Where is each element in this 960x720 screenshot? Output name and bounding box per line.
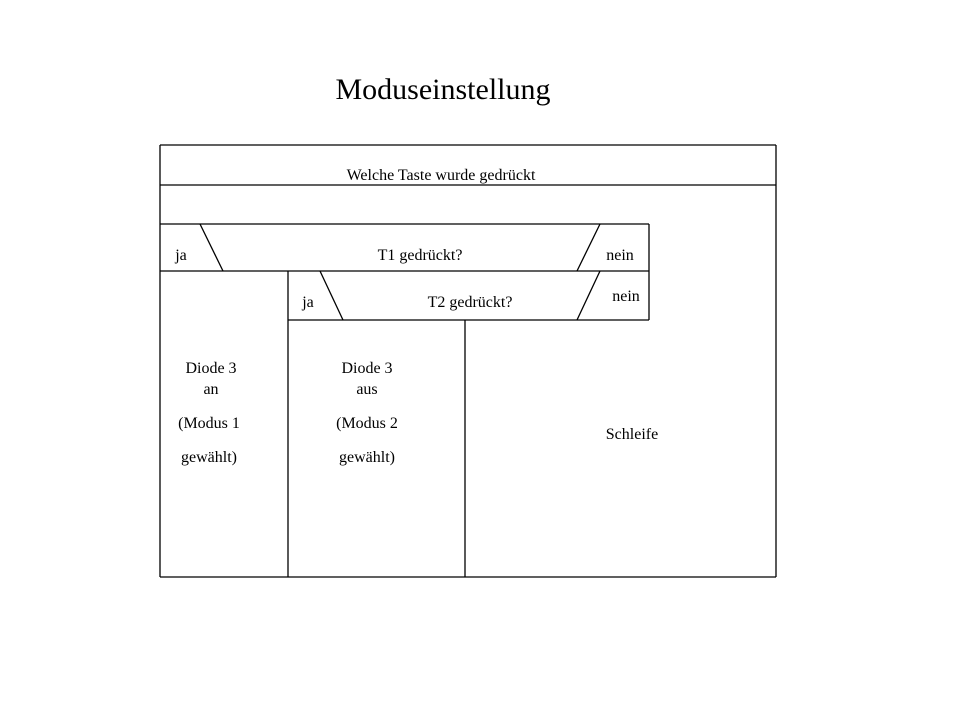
decision2-yes-diagonal	[320, 271, 343, 320]
decision2-yes-label: ja	[302, 294, 314, 311]
middle-block-line3: (Modus 2	[336, 415, 398, 432]
decision1-yes-label: ja	[175, 247, 187, 264]
left-block-line1: Diode 3	[185, 360, 237, 377]
header-label: Welche Taste wurde gedrückt	[346, 167, 536, 184]
decision1-yes-diagonal	[200, 224, 223, 271]
decision2-no-diagonal	[577, 271, 600, 320]
decision2-no-label: nein	[612, 288, 640, 305]
right-block-label: Schleife	[605, 426, 659, 443]
decision1-no-label: nein	[606, 247, 634, 264]
diagram-title: Moduseinstellung	[335, 73, 551, 106]
decision2-condition: T2 gedrückt?	[427, 294, 513, 311]
middle-block-line1: Diode 3	[341, 360, 393, 377]
middle-block-line2: aus	[356, 381, 378, 398]
decision1-no-diagonal	[577, 224, 600, 271]
decision1-condition: T1 gedrückt?	[377, 247, 463, 264]
left-block-line3: (Modus 1	[178, 415, 240, 432]
left-block-line2: an	[203, 381, 219, 398]
middle-block-line4: gewählt)	[339, 449, 395, 466]
left-block-line4: gewählt)	[181, 449, 237, 466]
